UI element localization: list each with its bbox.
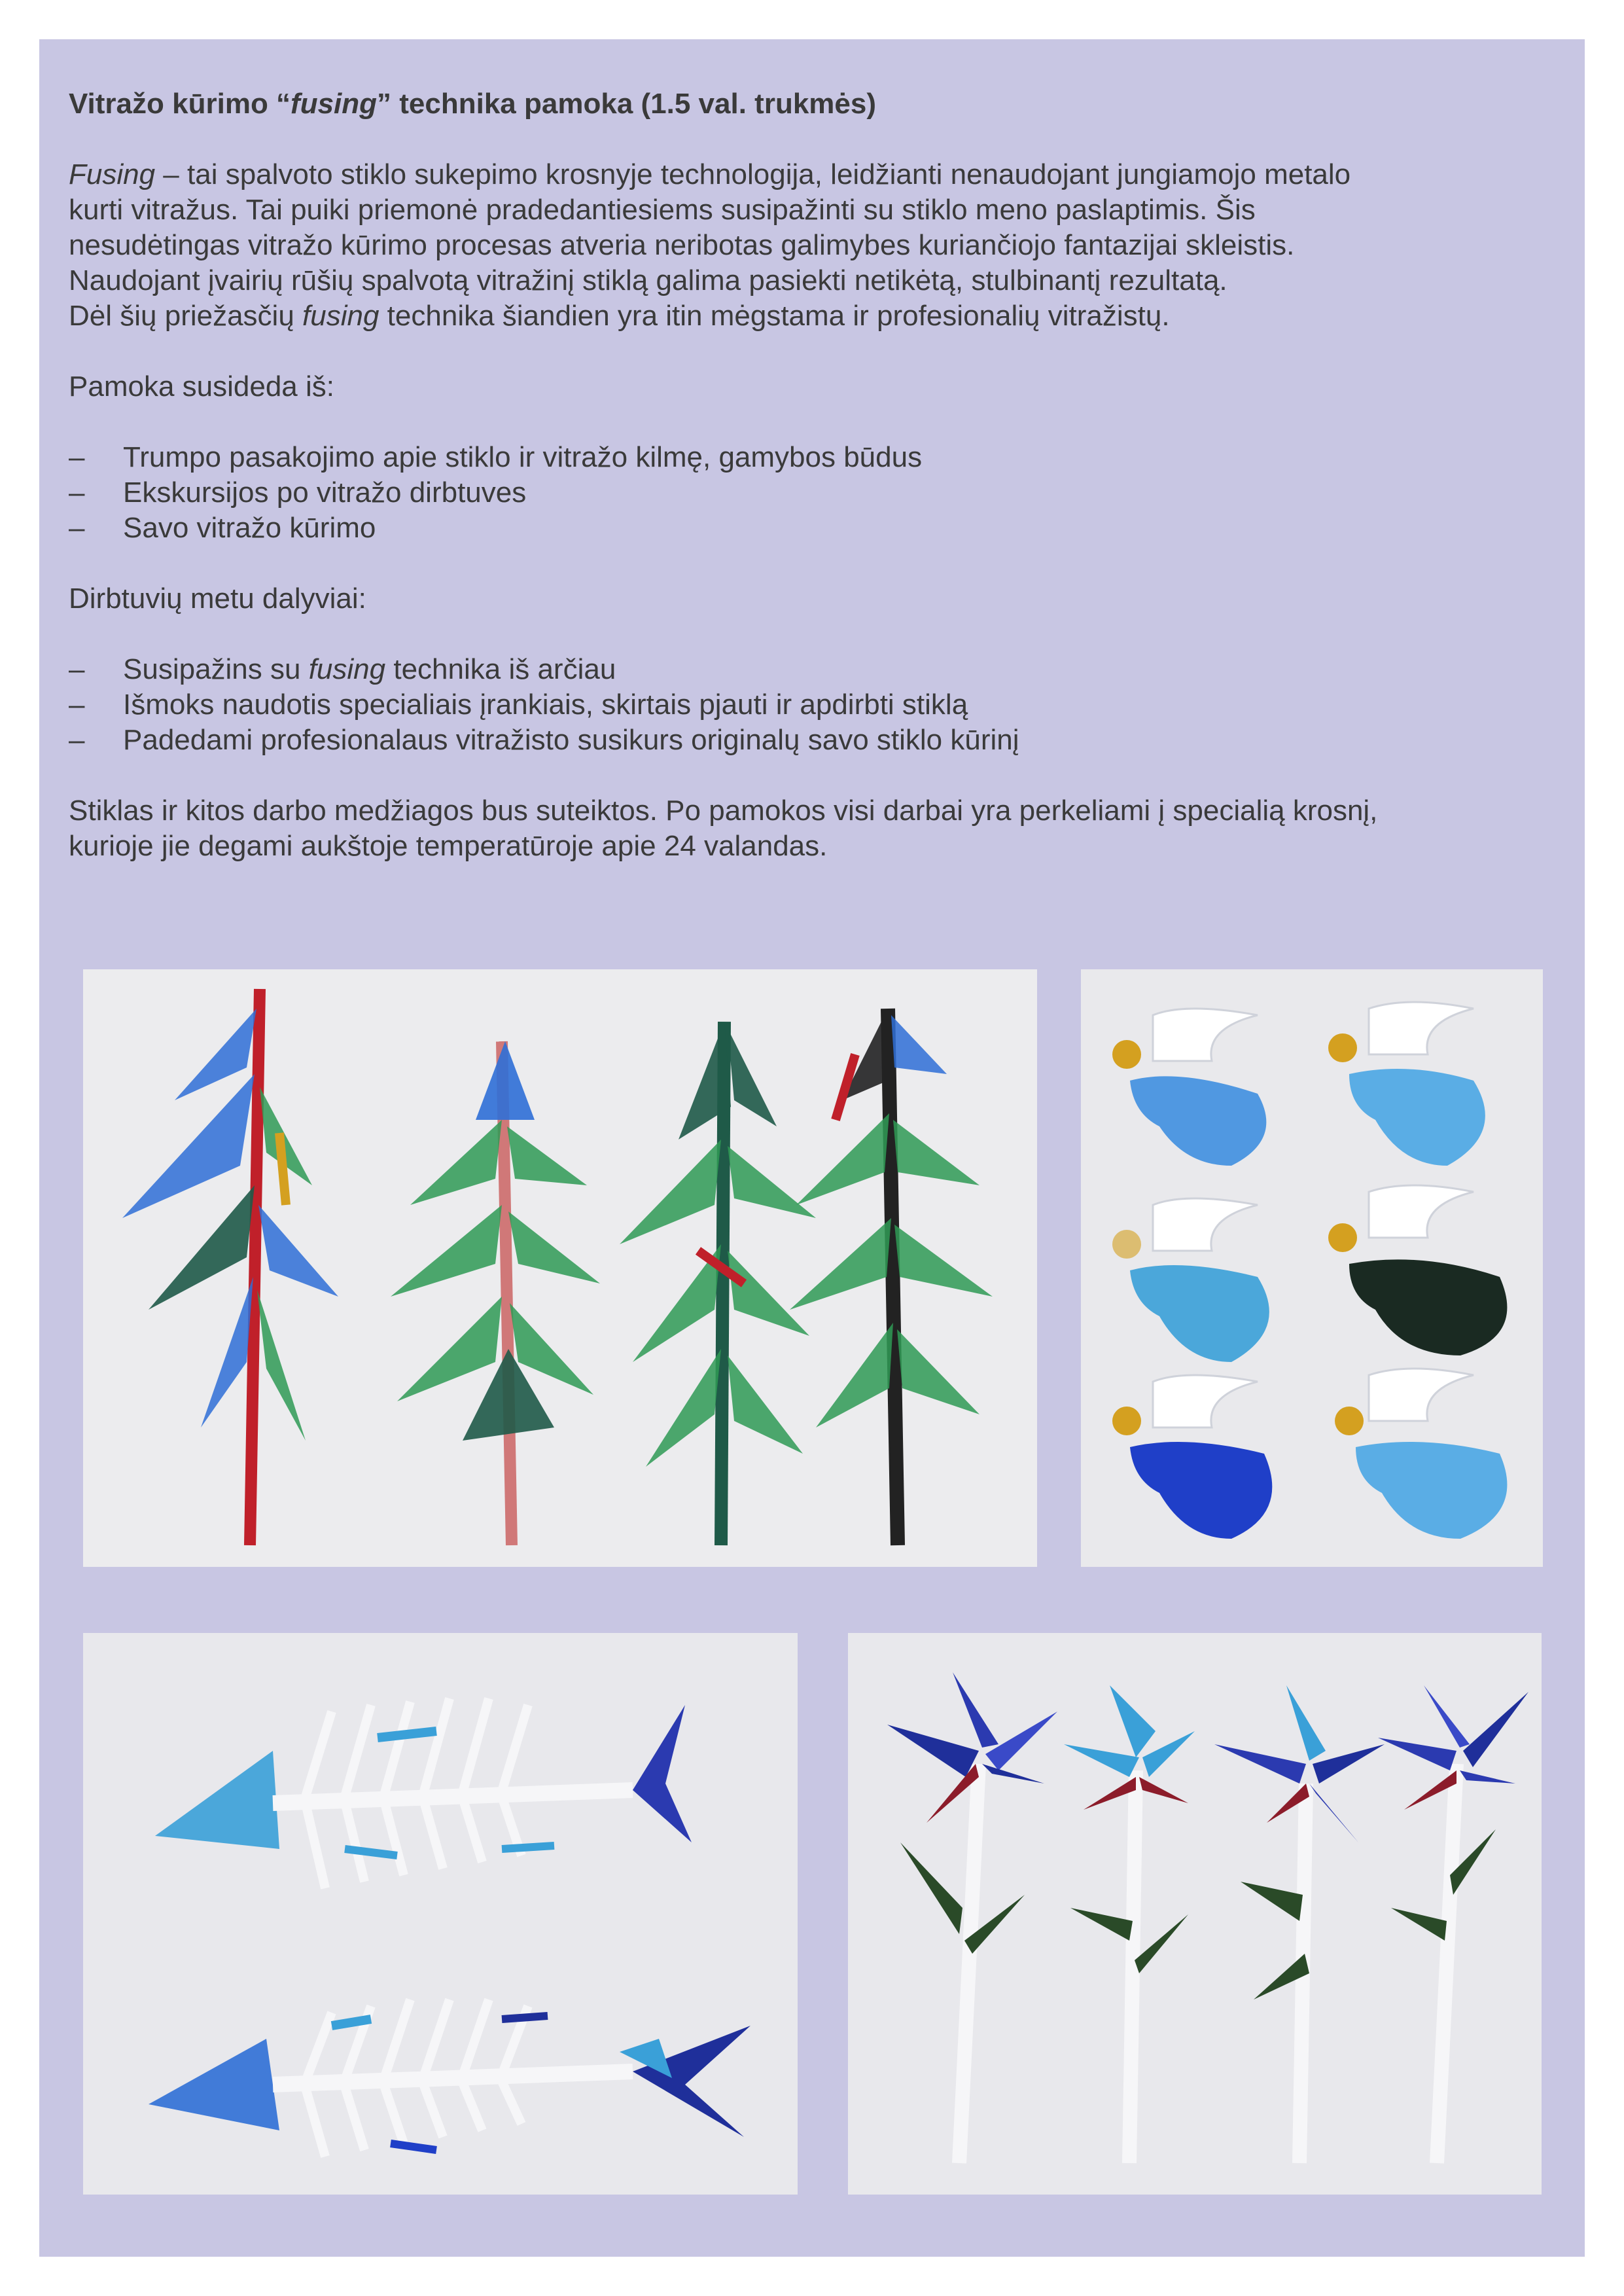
photo-glass-fish — [83, 1633, 798, 2195]
list-item: – Padedami profesionalaus vitražisto susikurs originalų savo stiklo kūrinį — [69, 724, 1019, 756]
page-title: Vitražo kūrimo “fusing” technika pamoka (1.5 val. trukmės) — [69, 88, 877, 120]
lesson-heading: Pamoka susideda iš: — [69, 370, 334, 403]
fish-1 — [155, 1698, 692, 1888]
closing-paragraph: Stiklas ir kitos darbo medžiagos bus suteiktos. Po pamokos visi darbai yra perkeliami į specialią krosnį, kurioje jie degami aukštoje temperatūroje apie 24 valandas. — [69, 795, 1378, 862]
list-item: – Ekskursijos po vitražo dirbtuves — [69, 476, 527, 509]
intro-paragraph: Fusing – tai spalvoto stiklo sukepimo krosnyje technologija, leidžianti nenaudojant jungiamojo metalo kurti vitražus. Tai puiki priemonė pradedantiesiems susipažinti su stiklo meno paslaptimis. Šis nesudėtingas vitražo kūrimo procesas atveria neribotas galimybes kuriančiojo fantazijai skleistis. Naudojant įvairių rūšių spalvotą vitražinį stiklą galima pasiekti netikėtą, stulbinantį rezultatą. Dėl šių priežasčių fusing technika šiandien yra itin mėgstama ir profesionalių vitražistų. — [69, 158, 1351, 332]
glass-fish-illustration — [83, 1633, 798, 2195]
list-item: – Savo vitražo kūrimo — [69, 512, 376, 544]
photo-glass-angels — [1081, 969, 1543, 1567]
tree-1 — [122, 989, 338, 1545]
workshop-heading: Dirbtuvių metu dalyviai: — [69, 583, 366, 615]
tree-4 — [790, 1009, 993, 1545]
flower-4 — [1378, 1685, 1528, 2163]
glass-flowers-illustration — [848, 1633, 1542, 2195]
list-item: – Susipažins su fusing technika iš arčiau — [69, 653, 616, 685]
workshop-list — [69, 652, 1534, 758]
angel-4 — [1328, 1185, 1507, 1355]
tree-2 — [391, 1041, 600, 1545]
flower-1 — [887, 1672, 1057, 2163]
fish-2 — [149, 2000, 750, 2157]
flower-3 — [1214, 1685, 1385, 2163]
angel-6 — [1335, 1369, 1507, 1539]
angel-2 — [1328, 1002, 1485, 1166]
angel-5 — [1112, 1375, 1272, 1539]
tree-3 — [620, 1022, 816, 1545]
angel-1 — [1112, 1009, 1266, 1166]
photo-glass-trees — [83, 969, 1037, 1567]
lesson-list — [69, 440, 1534, 546]
angel-3 — [1112, 1198, 1269, 1362]
photo-glass-flowers — [848, 1633, 1542, 2195]
list-item: – Išmoks naudotis specialiais įrankiais, skirtais pjauti ir apdirbti stiklą — [69, 689, 968, 721]
article-text — [69, 86, 1534, 864]
flower-2 — [1064, 1685, 1195, 2163]
glass-angels-illustration — [1081, 969, 1543, 1567]
glass-trees-illustration — [83, 969, 1037, 1567]
list-item: – Trumpo pasakojimo apie stiklo ir vitražo kilmę, gamybos būdus — [69, 441, 923, 473]
